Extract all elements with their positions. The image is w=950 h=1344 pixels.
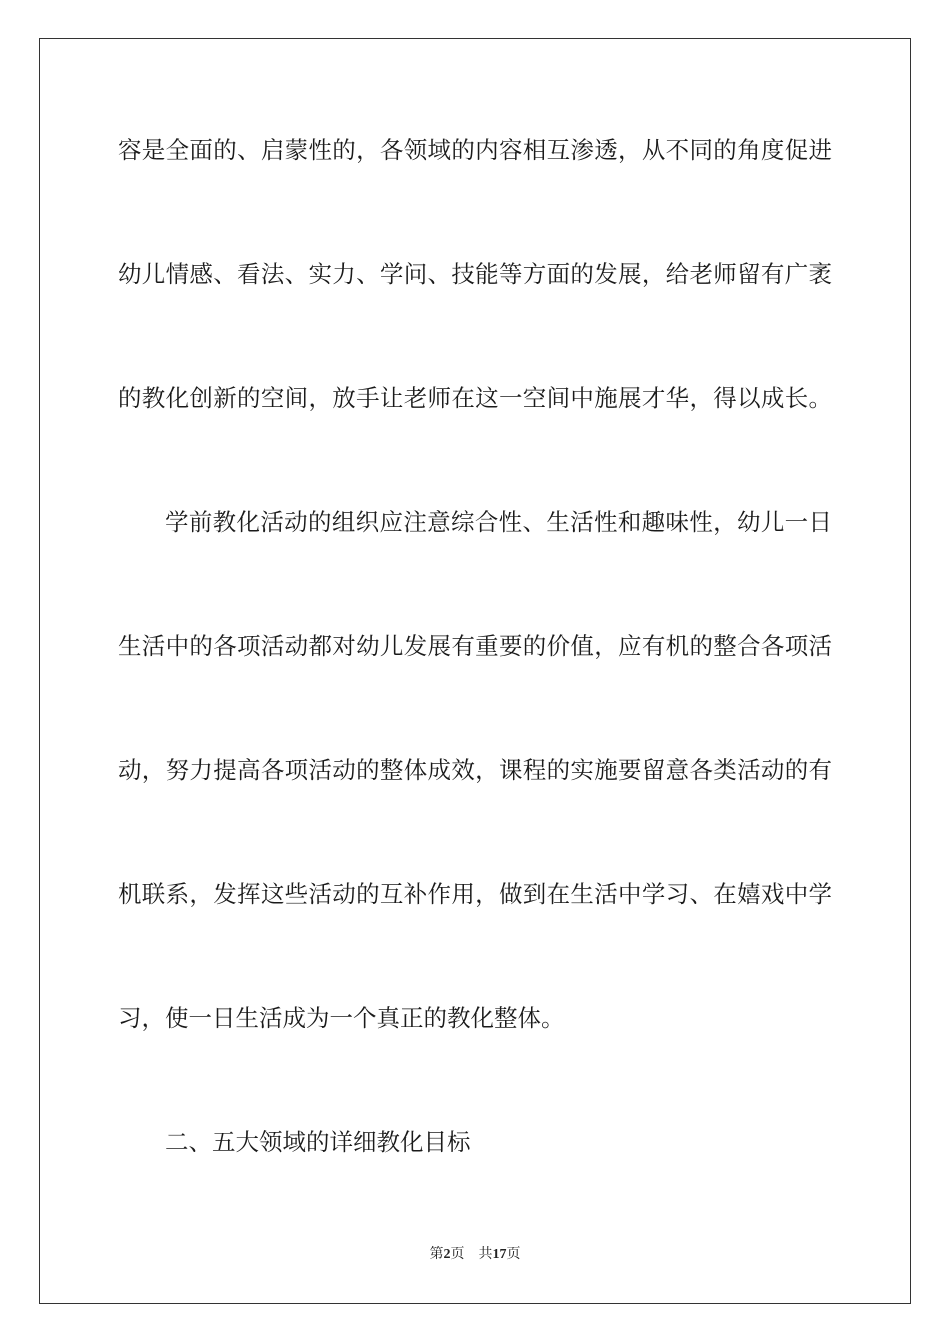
page-suffix: 页 bbox=[450, 1247, 465, 1262]
paragraph-line: 习，使一日生活成为一个真正的教化整体。 bbox=[118, 1004, 565, 1032]
paragraph-line: 动，努力提高各项活动的整体成效，课程的实施要留意各类活动的有 bbox=[118, 756, 832, 784]
paragraph-line: 容是全面的、启蒙性的，各领域的内容相互渗透，从不同的角度促进 bbox=[118, 136, 832, 164]
paragraph-line: 幼儿情感、看法、实力、学问、技能等方面的发展，给老师留有广袤 bbox=[118, 260, 832, 288]
paragraph-line: 学前教化活动的组织应注意综合性、生活性和趣味性，幼儿一日 bbox=[165, 508, 832, 536]
paragraph-line: 的教化创新的空间，放手让老师在这一空间中施展才华，得以成长。 bbox=[118, 384, 832, 412]
paragraph-line: 生活中的各项活动都对幼儿发展有重要的价值，应有机的整合各项活 bbox=[118, 632, 832, 660]
page-number: 2 bbox=[443, 1247, 451, 1262]
paragraph-line: 机联系，发挥这些活动的互补作用，做到在生活中学习、在嬉戏中学 bbox=[118, 880, 832, 908]
total-suffix: 页 bbox=[506, 1247, 521, 1262]
section-heading: 二、五大领域的详细教化目标 bbox=[165, 1128, 471, 1156]
total-prefix: 共 bbox=[478, 1247, 493, 1262]
page-border bbox=[39, 38, 911, 1304]
page-footer bbox=[0, 1245, 950, 1265]
total-pages: 17 bbox=[492, 1247, 507, 1262]
page-prefix: 第 bbox=[429, 1247, 444, 1262]
